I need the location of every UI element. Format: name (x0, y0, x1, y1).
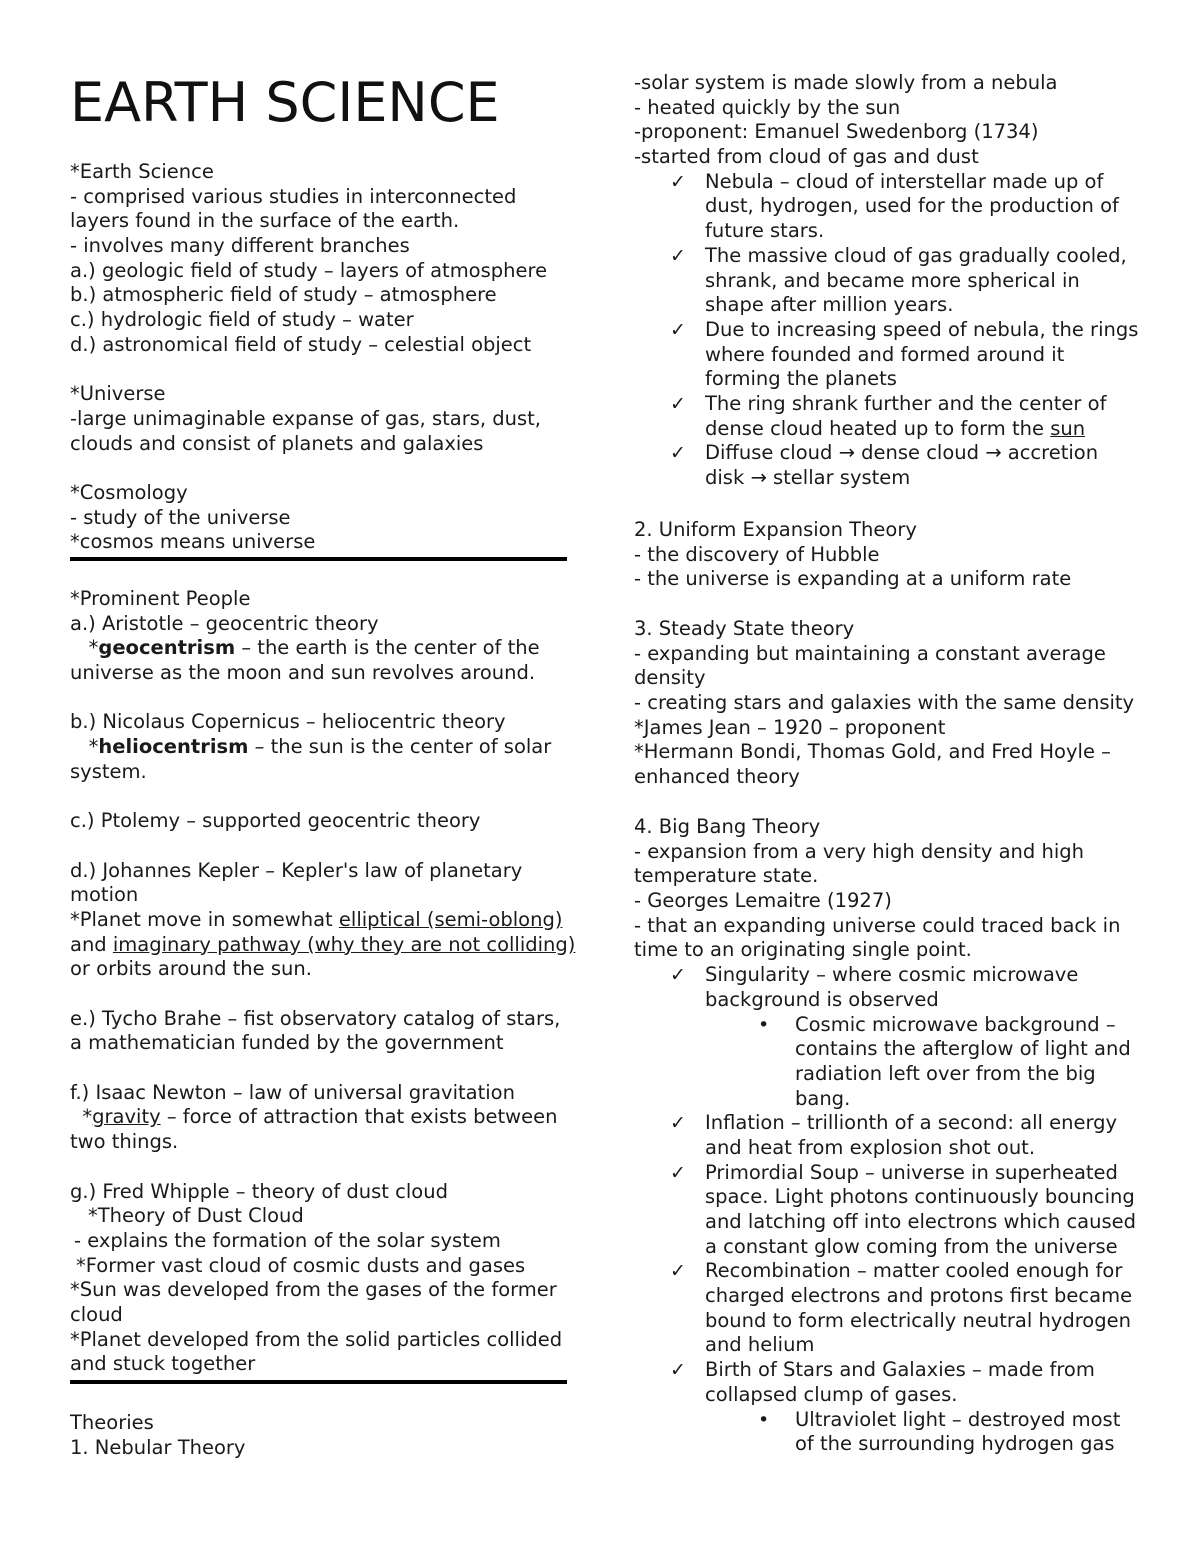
text-line: *Hermann Bondi, Thomas Gold, and Fred Hoyle – (634, 740, 1111, 764)
text-line: *cosmos means universe (70, 530, 316, 554)
text-line: -large unimaginable expanse of gas, stars, dust, (70, 406, 542, 430)
text-line: -proponent: Emanuel Swedenborg (1734) (634, 120, 1039, 144)
prominent-people-section (70, 587, 575, 1377)
text-line: Birth of Stars and Galaxies – made from (705, 1358, 1095, 1382)
text-line: Primordial Soup – universe in superheated (705, 1160, 1118, 1184)
intro-section (70, 160, 547, 555)
text-span: – the sun is the center of solar (248, 735, 552, 759)
text-line: and helium (705, 1333, 815, 1357)
text-line: system. (70, 759, 147, 783)
text-line: clouds and consist of planets and galaxies (70, 431, 484, 455)
check-item (634, 1160, 1137, 1260)
text-line: contains the afterglow of light and (795, 1037, 1131, 1061)
text-line: d.) astronomical field of study – celestial object (70, 332, 532, 356)
text-line: Nebula – cloud of interstellar made up of (705, 169, 1104, 193)
underlined-text: imaginary pathway (why they are not colliding) (112, 932, 576, 956)
bullet-item (634, 1013, 1134, 1112)
text-line: a.) geologic field of study – layers of atmosphere (70, 258, 548, 282)
text-line: Inflation – trillionth of a second: all energy (705, 1111, 1118, 1135)
text-line: Due to increasing speed of nebula, the rings (705, 317, 1139, 341)
text-span: * (82, 1105, 93, 1129)
page-title: EARTH SCIENCE (70, 71, 500, 134)
text-line: and heat from explosion shot out. (705, 1135, 1036, 1159)
text-line: - expanding but maintaining a constant average (634, 641, 1106, 665)
text-line: 1. Nebular Theory (70, 1435, 246, 1459)
check-list (634, 169, 1139, 491)
text-span: *Planet move in somewhat (70, 907, 339, 931)
term-heliocentrism: heliocentrism (98, 735, 249, 759)
term-geocentrism: geocentrism (98, 636, 236, 660)
text-line: layers found in the surface of the earth. (70, 209, 460, 233)
text-line: Cosmic microwave background – (795, 1012, 1116, 1036)
text-line: universe as the moon and sun revolves around. (70, 661, 536, 685)
text-line: a.) Aristotle – geocentric theory (70, 611, 379, 635)
text-line: The massive cloud of gas gradually cooled, (705, 243, 1127, 267)
nebular-theory-section (634, 71, 1139, 491)
check-item (634, 392, 1134, 441)
check-item (634, 1259, 1134, 1358)
text-line: forming the planets (705, 367, 897, 391)
text-line: and stuck together (70, 1352, 256, 1376)
checkmark-icon: ✓ (670, 964, 686, 987)
checkmark-icon: ✓ (670, 442, 686, 465)
text-line: b.) atmospheric field of study – atmosphere (70, 283, 497, 307)
checkmark-icon: ✓ (670, 318, 686, 341)
theories-section (70, 1411, 245, 1460)
checkmark-icon: ✓ (670, 244, 686, 267)
check-item (634, 441, 1134, 490)
text-line: - the universe is expanding at a uniform rate (634, 567, 1072, 591)
text-line: - the discovery of Hubble (634, 542, 880, 566)
text-line: - study of the universe (70, 505, 291, 529)
text-line: enhanced theory (634, 765, 800, 789)
check-item (634, 170, 1134, 244)
text-line: space. Light photons continuously bouncing (705, 1185, 1135, 1209)
checkmark-icon: ✓ (670, 392, 686, 415)
text-line: b.) Nicolaus Copernicus – heliocentric theory (70, 710, 506, 734)
text-line: two things. (70, 1130, 179, 1154)
text-line: *Cosmology (70, 480, 188, 504)
check-item (634, 963, 1134, 1012)
text-line: *Sun was developed from the gases of the former (70, 1278, 557, 1302)
bullet-item (634, 1408, 1134, 1457)
text-line: Diffuse cloud → dense cloud → accretion (705, 441, 1099, 465)
text-line: -solar system is made slowly from a nebula (634, 71, 1058, 94)
text-line: a mathematician funded by the government (70, 1031, 504, 1055)
checkmark-icon: ✓ (670, 1359, 686, 1382)
section-heading: Theories (70, 1411, 154, 1434)
uniform-expansion-section (634, 518, 1071, 592)
underlined-text: elliptical (semi-oblong) (338, 907, 563, 931)
text-span: and (70, 932, 113, 956)
checkmark-icon: ✓ (670, 170, 686, 193)
section-heading: *Prominent People (70, 587, 251, 610)
text-line (705, 417, 1134, 442)
underlined-text: sun (1050, 416, 1086, 440)
text-line: f.) Isaac Newton – law of universal gravitation (70, 1080, 515, 1104)
text-line: The ring shrank further and the center of (705, 391, 1107, 415)
text-line: where founded and formed around it (705, 342, 1065, 366)
text-line: *James Jean – 1920 – proponent (634, 715, 946, 739)
check-item (634, 1358, 1134, 1407)
text-line: collapsed clump of gases. (705, 1382, 958, 1406)
text-line (70, 908, 575, 933)
text-line: - expansion from a very high density and high (634, 839, 1085, 863)
text-line: shrank, and became more spherical in (705, 268, 1080, 292)
text-line: disk → stellar system (705, 466, 911, 489)
section-heading: 2. Uniform Expansion Theory (634, 518, 917, 541)
text-line: temperature state. (634, 864, 819, 888)
text-line: density (634, 666, 706, 690)
text-line (70, 1105, 575, 1130)
bullet-icon: • (758, 1013, 770, 1036)
text-line: or orbits around the sun. (70, 957, 312, 981)
text-line: - creating stars and galaxies with the same density (634, 691, 1135, 715)
underlined-text: gravity (92, 1105, 161, 1129)
text-line: time to an originating single point. (634, 938, 972, 962)
text-line: c.) hydrologic field of study – water (70, 308, 414, 332)
text-line: *Former vast cloud of cosmic dusts and gases (76, 1253, 526, 1277)
text-line (70, 735, 575, 760)
text-line: charged electrons and protons first became (705, 1284, 1133, 1308)
text-span: * (88, 735, 99, 759)
text-line: shape after million years. (705, 293, 954, 317)
text-line: - explains the formation of the solar system (74, 1228, 501, 1252)
text-span: dense cloud heated up to form the (705, 416, 1051, 440)
text-line: bound to form electrically neutral hydrogen (705, 1308, 1131, 1332)
checkmark-icon: ✓ (670, 1260, 686, 1283)
text-line: radiation left over from the big (795, 1061, 1096, 1085)
text-line: *Planet developed from the solid particles collided (70, 1327, 563, 1351)
text-span: * (88, 636, 99, 660)
checkmark-icon: ✓ (670, 1161, 686, 1184)
text-line: - that an expanding universe could traced back in (634, 913, 1121, 937)
section-heading: 3. Steady State theory (634, 617, 855, 640)
text-line: - Georges Lemaitre (1927) (634, 889, 892, 913)
text-line: cloud (70, 1302, 123, 1326)
text-line: of the surrounding hydrogen gas (795, 1432, 1115, 1456)
section-heading: 4. Big Bang Theory (634, 815, 821, 838)
steady-state-section (634, 617, 1134, 790)
text-line: *Theory of Dust Cloud (88, 1204, 304, 1228)
section-divider (70, 557, 567, 561)
big-bang-section (634, 815, 1137, 1457)
text-line: g.) Fred Whipple – theory of dust cloud (70, 1179, 448, 1203)
text-span: – force of attraction that exists between (160, 1105, 558, 1129)
text-line: - comprised various studies in interconnected (70, 184, 517, 208)
check-item (634, 244, 1134, 318)
text-line: *Universe (70, 382, 166, 406)
section-divider (70, 1380, 567, 1384)
text-line: d.) Johannes Kepler – Kepler's law of planetary (70, 858, 523, 882)
text-line: and latching off into electrons which caused (705, 1210, 1137, 1233)
text-line: -started from cloud of gas and dust (634, 145, 979, 169)
text-line: *Earth Science (70, 160, 214, 183)
text-line: future stars. (705, 219, 825, 243)
check-item (634, 1111, 1134, 1160)
text-line: - heated quickly by the sun (634, 95, 901, 119)
text-line (70, 358, 547, 383)
text-line: - involves many different branches (70, 234, 410, 258)
text-line: bang. (795, 1086, 851, 1110)
bullet-icon: • (758, 1408, 770, 1431)
text-line: Recombination – matter cooled enough for (705, 1259, 1123, 1283)
text-line: c.) Ptolemy – supported geocentric theory (70, 809, 481, 833)
text-span: – the earth is the center of the (235, 636, 540, 660)
checkmark-icon: ✓ (670, 1112, 686, 1135)
text-line (70, 933, 575, 958)
text-line: motion (70, 883, 139, 907)
text-line (70, 636, 575, 661)
text-line (70, 456, 547, 481)
text-line: background is observed (705, 987, 939, 1011)
text-line: a constant glow coming from the universe (705, 1234, 1118, 1258)
text-line: Ultraviolet light – destroyed most (795, 1407, 1121, 1431)
check-item (634, 317, 1139, 392)
text-line: Singularity – where cosmic microwave (705, 963, 1079, 987)
text-line: dust, hydrogen, used for the production of (705, 194, 1119, 218)
text-line: e.) Tycho Brahe – fist observatory catalog of stars, (70, 1006, 561, 1030)
